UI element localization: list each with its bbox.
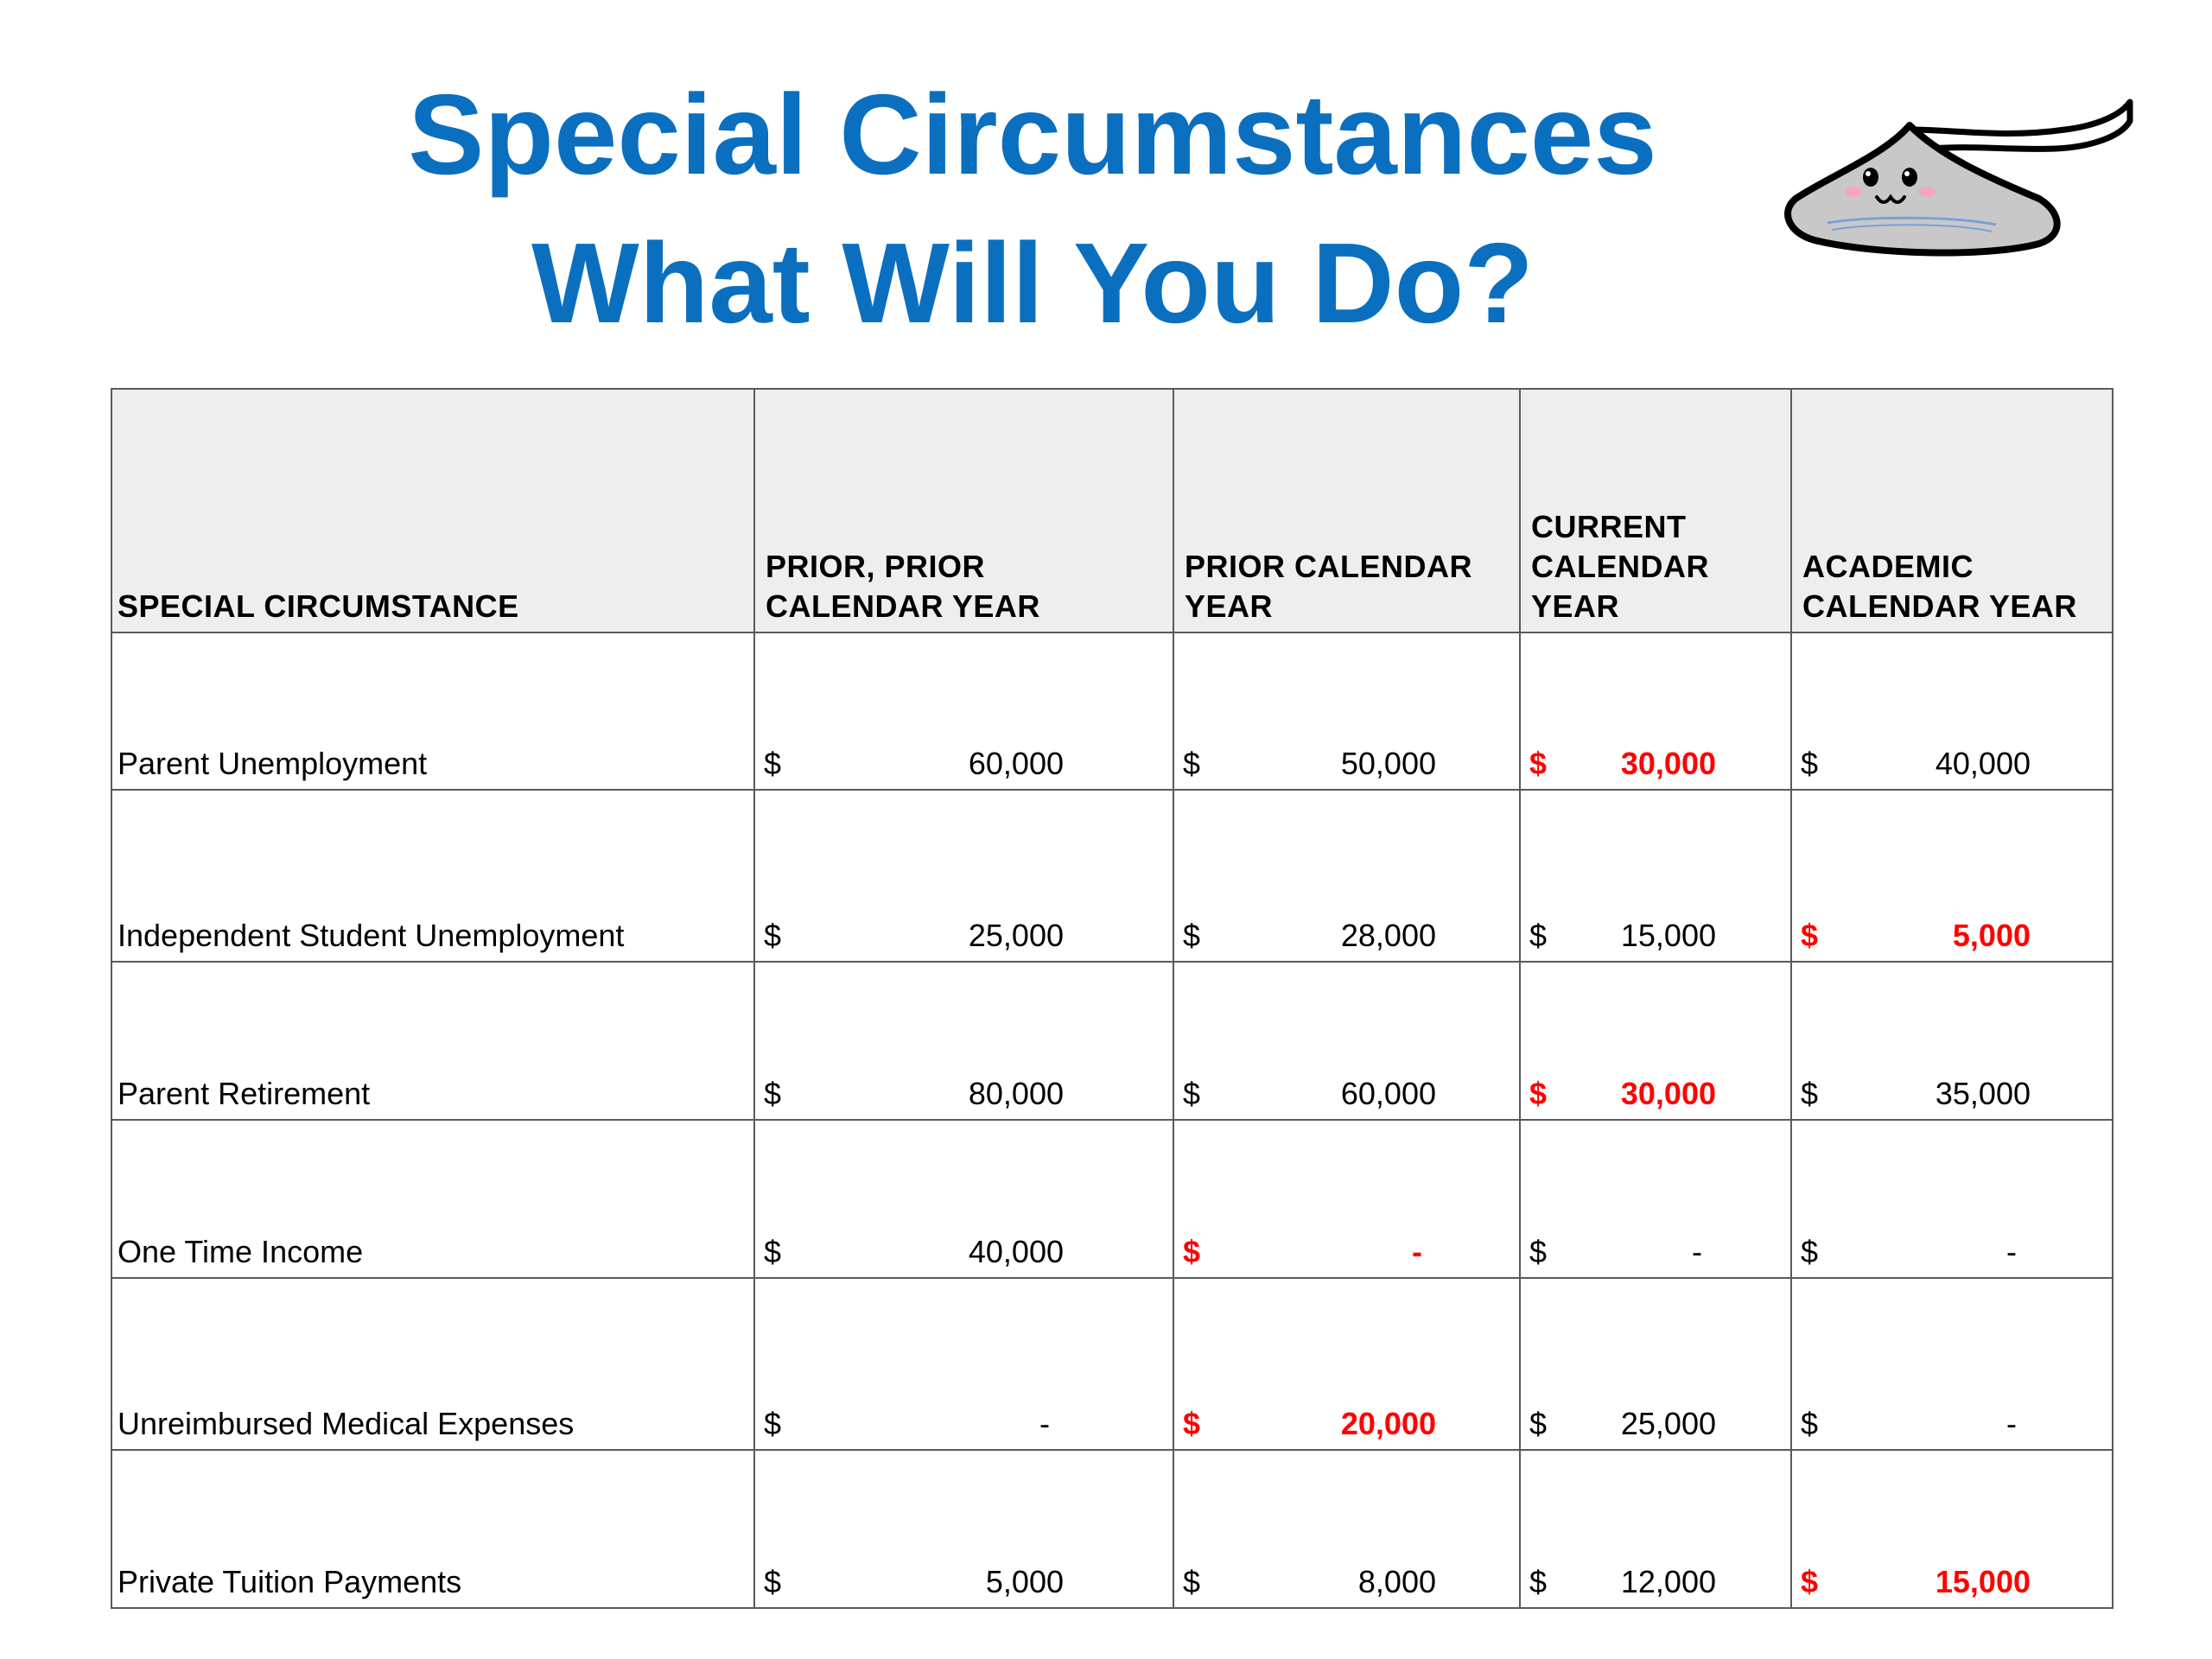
table-row <box>111 962 2113 1120</box>
cell-prior-prior-year <box>754 1450 1173 1608</box>
amount-value: 60,000 <box>1340 1076 1436 1111</box>
amount-value: 80,000 <box>968 1076 1064 1111</box>
cell-prior-year <box>1173 790 1520 962</box>
amount-value: 60,000 <box>968 746 1064 781</box>
amount-value: 35,000 <box>1935 1076 2031 1111</box>
currency-symbol: $ <box>1529 1406 1548 1441</box>
amount-value: 20,000 <box>1340 1406 1436 1441</box>
cell-academic-year <box>1791 962 2113 1120</box>
cell-current-year <box>1520 790 1791 962</box>
cell-current-year <box>1520 962 1791 1120</box>
cell-prior-prior-year <box>754 1120 1173 1278</box>
amount-value: 25,000 <box>1620 1406 1716 1441</box>
cell-academic-year <box>1791 790 2113 962</box>
header-academic-year: ACADEMIC CALENDAR YEAR <box>1791 389 2113 632</box>
currency-symbol: $ <box>1183 1564 1201 1599</box>
cell-academic-year <box>1791 632 2113 790</box>
cell-prior-year <box>1173 1278 1520 1450</box>
amount-value: - <box>1412 1234 1422 1269</box>
cell-academic-year <box>1791 1278 2113 1450</box>
cell-prior-prior-year <box>754 962 1173 1120</box>
cell-prior-prior-year <box>754 790 1173 962</box>
amount-value: - <box>1692 1234 1702 1269</box>
amount-value: - <box>1039 1406 1050 1441</box>
currency-symbol: $ <box>1183 1076 1201 1111</box>
currency-symbol: $ <box>1529 1234 1548 1269</box>
amount-value: 5,000 <box>985 1564 1064 1599</box>
row-label: Parent Retirement <box>111 962 754 1120</box>
amount-value: 40,000 <box>968 1234 1064 1269</box>
row-label: Independent Student Unemployment <box>111 790 754 962</box>
currency-symbol: $ <box>1801 1076 1819 1111</box>
currency-symbol: $ <box>1183 1234 1201 1269</box>
amount-value: - <box>2006 1234 2017 1269</box>
table-row <box>111 1120 2113 1278</box>
row-label: Private Tuition Payments <box>111 1450 754 1608</box>
amount-value: 28,000 <box>1340 918 1436 953</box>
amount-value: 8,000 <box>1357 1564 1436 1599</box>
currency-symbol: $ <box>1801 1406 1819 1441</box>
currency-symbol: $ <box>1183 746 1201 781</box>
amount-value: 30,000 <box>1620 746 1716 781</box>
cell-prior-prior-year <box>754 1278 1173 1450</box>
header-current-year: CURRENT CALENDAR YEAR <box>1520 389 1791 632</box>
amount-value: 12,000 <box>1620 1564 1716 1599</box>
currency-symbol: $ <box>1801 1234 1819 1269</box>
currency-symbol: $ <box>1183 918 1201 953</box>
table-row <box>111 1278 2113 1450</box>
table-row <box>111 632 2113 790</box>
amount-value: 5,000 <box>1952 918 2031 953</box>
currency-symbol: $ <box>764 1234 782 1269</box>
currency-symbol: $ <box>764 1076 782 1111</box>
cell-prior-year <box>1173 632 1520 790</box>
currency-symbol: $ <box>1801 918 1819 953</box>
table-header-row <box>111 389 2113 632</box>
header-prior-prior-year: PRIOR, PRIOR CALENDAR YEAR <box>754 389 1173 632</box>
currency-symbol: $ <box>764 1564 782 1599</box>
cell-prior-prior-year <box>754 632 1173 790</box>
cell-academic-year <box>1791 1450 2113 1608</box>
cell-prior-year <box>1173 962 1520 1120</box>
cell-academic-year <box>1791 1120 2113 1278</box>
table-row <box>111 1450 2113 1608</box>
row-label: Parent Unemployment <box>111 632 754 790</box>
amount-value: 40,000 <box>1935 746 2031 781</box>
header-special-circumstance: SPECIAL CIRCUMSTANCE <box>111 389 754 632</box>
currency-symbol: $ <box>764 1406 782 1441</box>
currency-symbol: $ <box>1529 1076 1548 1111</box>
amount-value: 15,000 <box>1620 918 1716 953</box>
cell-current-year <box>1520 632 1791 790</box>
special-circumstances-table <box>111 388 2113 1609</box>
amount-value: 50,000 <box>1340 746 1436 781</box>
chocolate-kiss-mascot-icon <box>1780 95 2134 268</box>
currency-symbol: $ <box>1529 746 1548 781</box>
cell-prior-year <box>1173 1120 1520 1278</box>
table-row <box>111 790 2113 962</box>
row-label: Unreimbursed Medical Expenses <box>111 1278 754 1450</box>
row-label: One Time Income <box>111 1120 754 1278</box>
currency-symbol: $ <box>1529 918 1548 953</box>
amount-value: - <box>2006 1406 2017 1441</box>
currency-symbol: $ <box>1529 1564 1548 1599</box>
cell-current-year <box>1520 1278 1791 1450</box>
title-line-1: Special Circumstances <box>408 71 1657 198</box>
amount-value: 15,000 <box>1935 1564 2031 1599</box>
amount-value: 25,000 <box>968 918 1064 953</box>
header-prior-year: PRIOR CALENDAR YEAR <box>1173 389 1520 632</box>
currency-symbol: $ <box>1183 1406 1201 1441</box>
cell-prior-year <box>1173 1450 1520 1608</box>
currency-symbol: $ <box>1801 746 1819 781</box>
cell-current-year <box>1520 1120 1791 1278</box>
title-line-2: What Will You Do? <box>531 219 1534 346</box>
currency-symbol: $ <box>1801 1564 1819 1599</box>
currency-symbol: $ <box>764 918 782 953</box>
amount-value: 30,000 <box>1620 1076 1716 1111</box>
cell-current-year <box>1520 1450 1791 1608</box>
currency-symbol: $ <box>764 746 782 781</box>
